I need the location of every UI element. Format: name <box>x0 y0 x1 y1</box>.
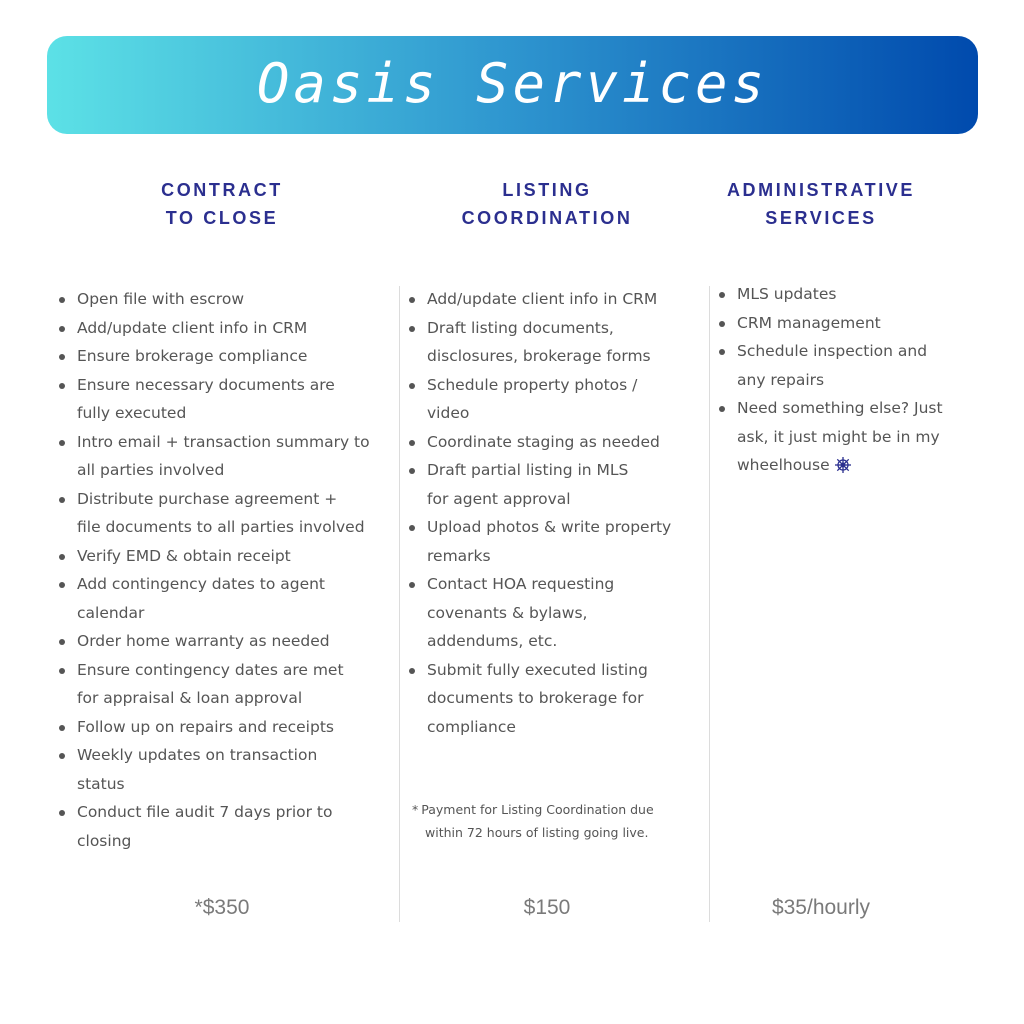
item-text: status <box>77 774 125 793</box>
heading-line: CONTRACT <box>161 180 283 200</box>
item-text: video <box>427 404 470 422</box>
price-contract-to-close: *$350 <box>194 896 250 919</box>
item-text: Follow up on repairs and receipts <box>77 717 334 736</box>
item-text: Open file with escrow <box>77 290 244 308</box>
item-text: Upload photos & write property <box>427 518 672 536</box>
administrative-services-list <box>717 280 997 480</box>
item-text: Schedule inspection and <box>737 342 928 360</box>
item-text: documents to brokerage for <box>427 689 644 707</box>
item-text: file documents to all parties involved <box>77 518 365 536</box>
list-item <box>407 285 707 314</box>
item-text: Schedule property photos / <box>427 375 638 394</box>
note-line: within 72 hours of listing going live. <box>425 825 649 840</box>
item-text: for agent approval <box>427 489 571 508</box>
heading-contract-to-close <box>122 176 322 232</box>
item-text: addendums, etc. <box>427 632 558 650</box>
column-divider <box>709 286 710 922</box>
note-asterisk: * <box>412 802 419 817</box>
list-item <box>57 371 392 428</box>
item-text: Conduct file audit 7 days prior to <box>77 803 333 821</box>
list-item <box>57 798 392 855</box>
list-item <box>57 285 392 314</box>
item-text: covenants & bylaws, <box>427 603 588 622</box>
list-item <box>407 513 707 570</box>
list-item <box>57 542 392 571</box>
list-item <box>57 741 392 798</box>
item-text: all parties involved <box>77 461 225 479</box>
ship-wheel-icon <box>834 455 852 473</box>
list-item <box>57 713 392 742</box>
list-item <box>717 280 997 309</box>
item-text: Coordinate staging as needed <box>427 432 660 451</box>
contract-to-close-list <box>57 285 392 855</box>
item-text: Submit fully executed listing <box>427 660 648 679</box>
item-text: Ensure necessary documents are <box>77 375 335 394</box>
list-item <box>407 428 707 457</box>
list-item <box>57 627 392 656</box>
heading-line: TO CLOSE <box>165 208 279 228</box>
payment-note <box>412 798 702 844</box>
item-text: Draft listing documents, <box>427 318 614 337</box>
page-title: Oasis Services <box>256 51 769 115</box>
list-item <box>57 428 392 485</box>
heading-listing-coordination <box>437 176 657 232</box>
item-text: Ensure brokerage compliance <box>77 347 308 365</box>
item-text: Distribute purchase agreement + <box>77 489 338 508</box>
list-item <box>57 570 392 627</box>
list-item <box>57 342 392 371</box>
list-item <box>407 314 707 371</box>
item-text: any repairs <box>737 370 825 389</box>
list-item <box>407 656 707 742</box>
heading-administrative-services <box>706 176 936 232</box>
item-text: disclosures, brokerage forms <box>427 347 651 365</box>
item-text: remarks <box>427 546 491 565</box>
list-item <box>57 656 392 713</box>
column-divider <box>399 286 400 922</box>
item-text: Weekly updates on transaction <box>77 746 318 764</box>
list-item <box>717 309 997 338</box>
item-text: Verify EMD & obtain receipt <box>77 546 291 565</box>
item-text: Order home warranty as needed <box>77 632 330 650</box>
heading-line: ADMINISTRATIVE <box>726 180 916 200</box>
item-text: MLS updates <box>737 285 837 303</box>
header-banner <box>47 36 978 134</box>
price-listing-coordination: $150 <box>523 896 571 919</box>
list-item <box>407 456 707 513</box>
list-item <box>57 314 392 343</box>
list-item <box>717 394 997 480</box>
item-text: Add/update client info in CRM <box>427 290 658 308</box>
item-text: closing <box>77 831 132 850</box>
item-text: fully executed <box>77 404 187 422</box>
item-text: Contact HOA requesting <box>427 575 615 593</box>
item-text: Add contingency dates to agent <box>77 575 326 593</box>
heading-line: COORDINATION <box>461 208 633 228</box>
listing-coordination-list <box>407 285 707 741</box>
list-item <box>407 570 707 656</box>
item-text: calendar <box>77 603 145 622</box>
heading-line: LISTING <box>502 180 592 200</box>
item-text: Add/update client info in CRM <box>77 318 308 337</box>
item-text: Need something else? Just <box>737 399 943 417</box>
list-item <box>407 371 707 428</box>
note-line: Payment for Listing Coordination due <box>421 802 654 817</box>
heading-line: SERVICES <box>765 208 877 228</box>
item-text: Ensure contingency dates are met <box>77 660 344 679</box>
item-text: for appraisal & loan approval <box>77 689 303 707</box>
item-text: compliance <box>427 717 516 736</box>
list-item <box>57 485 392 542</box>
item-text: Intro email + transaction summary to <box>77 432 370 451</box>
item-text: Draft partial listing in MLS <box>427 461 629 479</box>
item-text: wheelhouse <box>737 456 830 474</box>
item-text: CRM management <box>737 313 881 332</box>
list-item <box>717 337 997 394</box>
item-text: ask, it just might be in my <box>737 427 940 446</box>
price-administrative-services: $35/hourly <box>771 896 871 919</box>
